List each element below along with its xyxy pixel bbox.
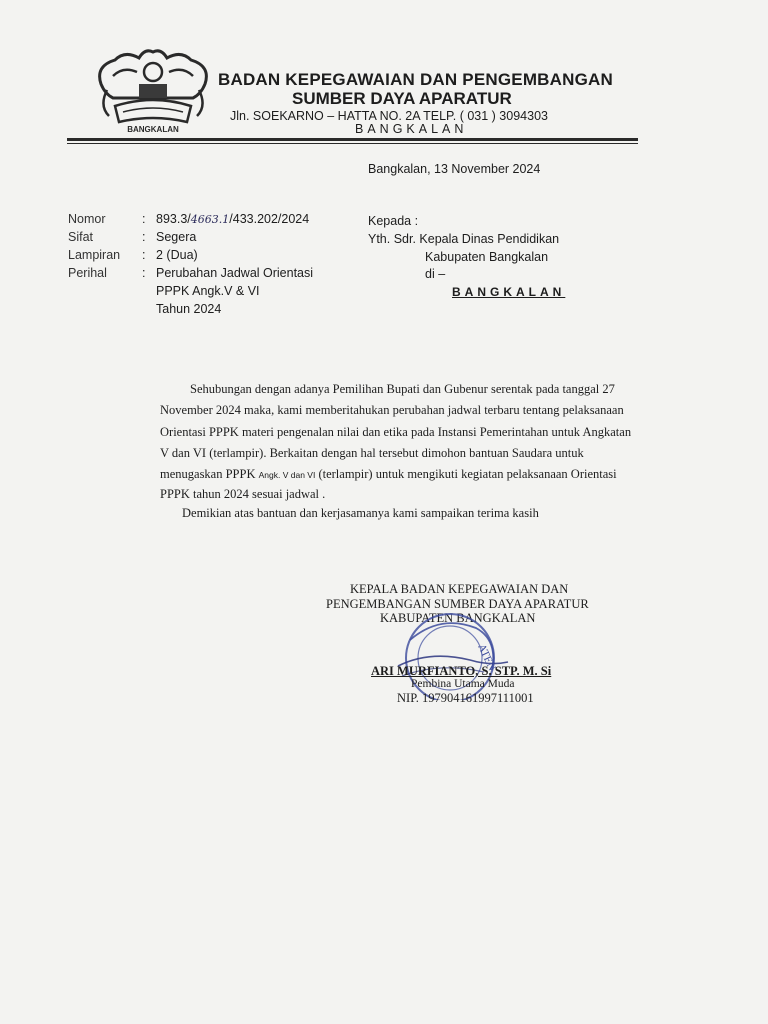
lampiran-value: 2 (Dua) [156, 248, 198, 262]
signatory-name: ARI MURFIANTO, S. STP. M. Si [371, 664, 552, 678]
body-line-6: PPPK tahun 2024 sesuai jadwal . [160, 487, 326, 501]
colon: : [142, 248, 146, 262]
body-closing: Demikian atas bantuan dan kerjasamanya kami sampaikan terima kasih [182, 506, 539, 520]
nomor-value-post: /433.202/2024 [229, 212, 310, 226]
nomor-label: Nomor [68, 212, 106, 226]
colon: : [142, 230, 146, 244]
body-line-5b: (terlampir) untuk mengikuti kegiatan pelaksanaan Orientasi [318, 467, 617, 481]
nomor-value-handwritten: 4663.1 [190, 213, 230, 226]
recipient-line3: di – [425, 267, 446, 281]
perihal-line2: PPPK Angk.V & VI [156, 284, 260, 298]
org-name-line2: SUMBER DAYA APARATUR [292, 89, 512, 108]
perihal-line3: Tahun 2024 [156, 302, 222, 316]
recipient-city: BANGKALAN [452, 285, 566, 299]
recipient-line1: Yth. Sdr. Kepala Dinas Pendidikan [368, 232, 560, 246]
org-name-line1: BADAN KEPEGAWAIAN DAN PENGEMBANGAN [218, 70, 613, 89]
nomor-value-pre: 893.3/ [156, 212, 191, 226]
perihal-label: Perihal [68, 266, 107, 280]
nomor-value [156, 212, 309, 226]
letterhead-divider-thick [67, 138, 638, 141]
lampiran-label: Lampiran [68, 248, 121, 262]
regency-crest-icon [93, 46, 213, 136]
body-line-5 [160, 467, 617, 482]
signatory-nip: NIP. 197904161997111001 [397, 691, 534, 705]
body-line-5a: menugaskan PPPK [160, 467, 256, 481]
body-line-1: Sehubungan dengan adanya Pemilihan Bupati dan Gubenur serentak pada tanggal 27 [190, 382, 615, 396]
colon: : [142, 266, 146, 280]
signatory-rank: Pembina Utama Muda [411, 678, 515, 690]
letterhead-divider-thin [67, 143, 638, 144]
body-line-3: Orientasi PPPK materi pengenalan nilai dan etika pada Instansi Pemerintahan untuk Angkatan [160, 425, 632, 439]
body-line-2: November 2024 maka, kami memberitahukan perubahan jadwal terbaru tentang pelaksanaan [160, 403, 624, 417]
perihal-line1: Perubahan Jadwal Orientasi [156, 266, 314, 280]
org-address: Jln. SOEKARNO – HATTA NO. 2A TELP. ( 031 ) 3094303 [230, 109, 548, 123]
logo-text: BANGKALAN [127, 125, 179, 134]
body-line-4: V dan VI (terlampir). Berkaitan dengan hal tersebut dimohon bantuan Saudara untuk [160, 446, 584, 460]
signature-title2: PENGEMBANGAN SUMBER DAYA APARATUR [326, 597, 589, 611]
stamp-text: ATEN [475, 642, 499, 673]
sifat-label: Sifat [68, 230, 94, 244]
signature-title3: KABUPATEN BANGKALAN [380, 611, 536, 625]
org-city: BANGKALAN [355, 122, 468, 136]
recipient-kepada: Kepada : [368, 214, 419, 228]
recipient-line2: Kabupaten Bangkalan [425, 250, 549, 264]
sifat-value: Segera [156, 230, 197, 244]
colon: : [142, 212, 146, 226]
signature-title1: KEPALA BADAN KEPEGAWAIAN DAN [350, 582, 569, 596]
body-line-5-small: Angk. V dan VI [258, 470, 316, 480]
place-date: Bangkalan, 13 November 2024 [368, 162, 541, 176]
